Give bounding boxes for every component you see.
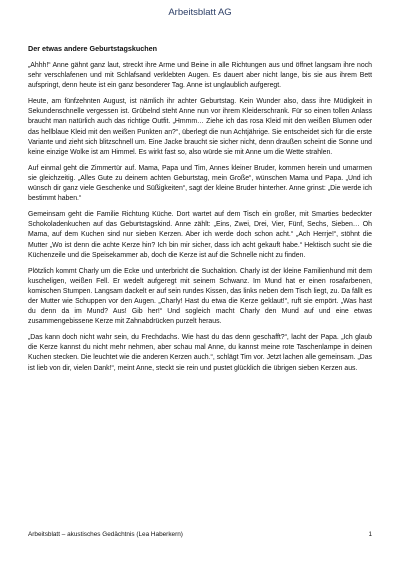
- paragraph: „Das kann doch nicht wahr sein, du Frechdachs. Wie hast du das denn geschafft?“, lacht der Papa. „Ich glaub die Kerze kannst du nicht mehr nehmen, aber schau mal Anne, du kannst meine rote Taschenlampe in deinen Kuchen stecken. Die leuchtet wie die anderen Kerzen auch.“, schlägt Tim vor. Jetzt lachen alle gemeinsam. „Das ist lieb von dir, vielen Dank!“, meint Anne, steckt sie rein und pustet glücklich die übrigen sieben Kerzen aus.: [28, 334, 372, 372]
- footer-credit: Arbeitsblatt – akustisches Gedächtnis (Lea Haberkern): [28, 531, 183, 538]
- page-header: Arbeitsblatt AG: [168, 7, 232, 18]
- document-body: [28, 44, 372, 380]
- story-title: Der etwas andere Geburtstagskuchen: [28, 44, 158, 53]
- paragraph: Auf einmal geht die Zimmertür auf. Mama, Papa und Tim, Annes kleiner Bruder, kommen herein und umarmen sie gleichzeitig. „Alles Gute zu deinem achten Geburtstag, mein Große“, wünschen Mama und Papa. „Und ich wünsch dir ganz viele Geschenke und Süßigkeiten“, sagt der kleine Bruder hinterher. Anne grinst: „Die werde ich bestimmt haben.“: [28, 164, 372, 203]
- paragraph: Heute, am fünfzehnten August, ist nämlich ihr achter Geburtstag. Kein Wunder also, dass ihre Müdigkeit in Sekundenschnelle vergessen ist. Grübelnd steht Anne nun vor ihrem Kleiderschrank. Für so einen tollen Anlass braucht man natürlich auch das richtige Outfit. „Hmmm… Ziehe ich das rosa Kleid mit den weißen Blumen oder das hellblaue Kleid mit den weißen Punkten an?“, überlegt die nun Achtjährige. Sie entscheidet sich für die erste Variante und zieht sich blitzschnell um. Eine Jacke braucht sie sicher nicht, denn draußen scheint die Sonne und keine einzige Wolke ist am Himmel. Es wirkt fast so, also würde sie mit Anne um die Wette strahlen.: [28, 98, 372, 156]
- page-number: 1: [368, 531, 372, 538]
- paragraph: „Ahhh!“ Anne gähnt ganz laut, streckt ihre Arme und Beine in alle Richtungen aus und öffnet langsam ihre noch sehr verschlafenen und mit Schlafsand verklebten Augen. Es dauert aber nicht lange, bis sie aus ihrem Bett aufspringt, denn heute ist ein ganz besonderer Tag. Anne ist unglaublich aufgeregt.: [28, 62, 372, 90]
- paragraph: Gemeinsam geht die Familie Richtung Küche. Dort wartet auf dem Tisch ein großer, mit Smarties bedeckter Schokoladenkuchen auf das Geburtstagskind. Anne zählt: „Eins, Zwei, Drei, Vier, Fünf, Sechs, Sieben… Oh Mama, auf dem Kuchen sind nur sieben Kerzen. Aber ich werde doch schon acht.“ „Ach Herrje!“, stöhnt die Mutter „Wo ist denn die achte Kerze hin? Ich bin mir sicher, dass ich acht gekauft habe.“ Hektisch sucht sie die Küchenzeile und die Speisekammer ab, doch die Kerze ist auf die Schnelle nicht zu finden.: [28, 211, 372, 259]
- paragraph: Plötzlich kommt Charly um die Ecke und unterbricht die Suchaktion. Charly ist der kleine Familienhund mit dem kuscheligen, weißen Fell. Er wedelt aufgeregt mit seinem Schwanz. Im Mund hat er einen rosafarbenen, komischen Stumpen. Langsam dackelt er auf sein rundes Kissen, das links neben dem Tisch liegt, zu. Da fällt es der Mutter wie Schuppen vor den Augen. „Charly! Hast du etwa die Kerze geklaut!“, ruft sie empört. „Was hast du denn da im Mund? Aus! Gib her!“ Und sogleich macht Charly den Mund auf und eine etwas zusammengebissene Kerze mit Zahnabdrücken purzelt heraus.: [28, 267, 372, 326]
